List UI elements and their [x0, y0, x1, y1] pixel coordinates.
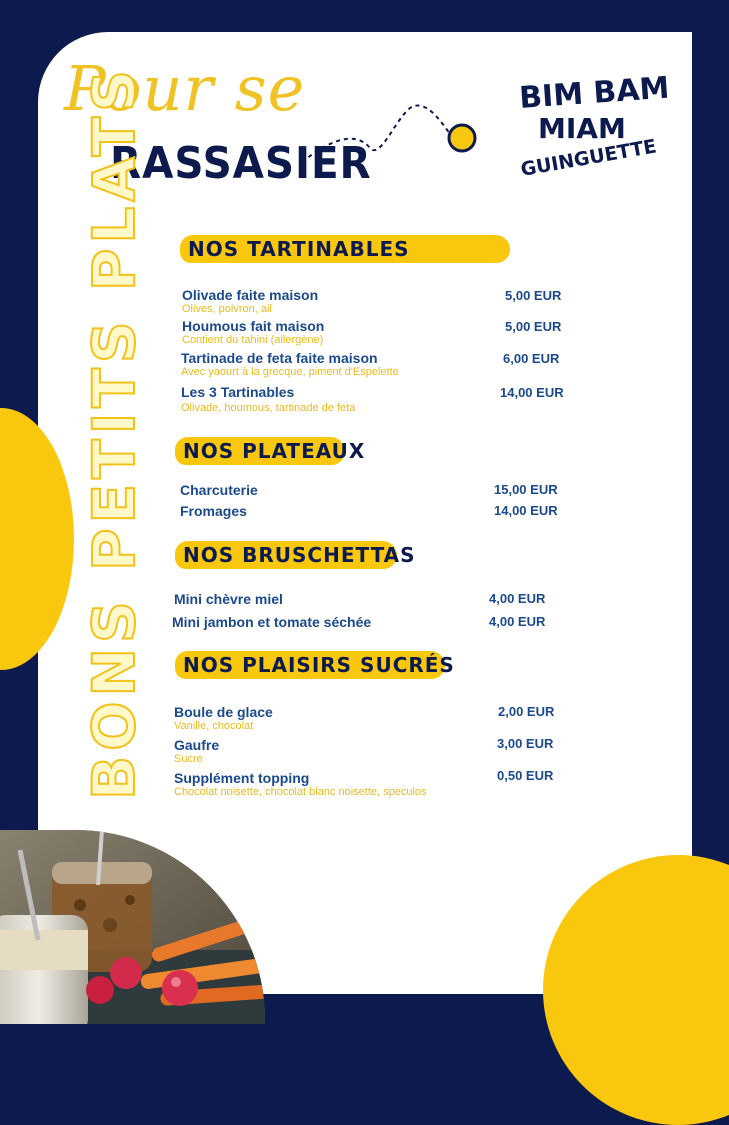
- item-price: 5,00 EUR: [505, 319, 562, 334]
- menu-item-charcuterie: [180, 482, 258, 498]
- item-name: Olivade faite maison: [182, 287, 319, 303]
- item-price: 5,00 EUR: [505, 288, 562, 303]
- item-name: Fromages: [180, 503, 247, 519]
- item-name: Les 3 Tartinables: [181, 384, 295, 400]
- item-name: Mini chèvre miel: [174, 591, 283, 607]
- item-desc: Vanille, chocolat: [174, 720, 254, 732]
- menu-item-3-tartinables: [181, 384, 355, 414]
- item-price: 4,00 EUR: [489, 591, 546, 606]
- menu-item-fromages: [180, 503, 247, 519]
- section-label: NOS TARTINABLES: [188, 237, 410, 261]
- item-price: 6,00 EUR: [503, 351, 560, 366]
- section-label: NOS BRUSCHETTAS: [183, 543, 416, 567]
- menu-item-gaufre: [174, 737, 219, 765]
- item-price: 14,00 EUR: [494, 503, 558, 518]
- menu-item-boule-glace: [174, 704, 273, 732]
- menu-item-houmous: [182, 318, 324, 346]
- section-label: NOS PLATEAUX: [183, 439, 366, 463]
- item-desc: Avec yaourt à la grecque, piment d'Espelette: [181, 366, 399, 378]
- item-price: 0,50 EUR: [497, 768, 554, 783]
- item-price: 4,00 EUR: [489, 614, 546, 629]
- item-name: Houmous fait maison: [182, 318, 325, 334]
- item-price: 2,00 EUR: [498, 704, 555, 719]
- item-name: Supplément topping: [174, 770, 310, 786]
- menu-item-olivade: [182, 287, 318, 315]
- menu-item-jambon-tomate: [172, 614, 371, 630]
- item-desc: Chocolat noisette, chocolat blanc noisette, speculos: [174, 786, 427, 798]
- menu-item-topping: [174, 770, 427, 798]
- section-label: NOS PLAISIRS SUCRÉS: [183, 653, 455, 677]
- item-desc: Contient du tahini (allergène): [182, 334, 324, 346]
- dotted-trail-icon: [300, 100, 490, 170]
- menu-item-chevre-miel: [174, 591, 283, 607]
- main-title: RASSASIER: [110, 138, 372, 189]
- item-desc: Sucre: [174, 753, 203, 765]
- script-title: Pour se: [64, 52, 306, 125]
- vertical-title: BONS PETITS PLATS: [80, 64, 148, 800]
- item-name: Gaufre: [174, 737, 220, 753]
- item-desc: Olives, poivron, ail: [182, 303, 272, 315]
- bim-bam-miam-logo: [514, 58, 674, 208]
- item-name: Charcuterie: [180, 482, 258, 498]
- logo-line3: GUINGUETTE: [519, 135, 659, 181]
- item-name: Mini jambon et tomate séchée: [172, 614, 372, 630]
- item-name: Tartinade de feta faite maison: [181, 350, 378, 366]
- logo-line2: MIAM: [538, 112, 626, 145]
- item-price: 15,00 EUR: [494, 482, 558, 497]
- menu-item-feta: [181, 350, 399, 378]
- logo-line1: BIM BAM: [518, 70, 671, 116]
- item-name: Boule de glace: [174, 704, 273, 720]
- item-price: 3,00 EUR: [497, 736, 554, 751]
- item-price: 14,00 EUR: [500, 385, 564, 400]
- item-desc: Olivade, houmous, tartinade de feta: [181, 402, 356, 414]
